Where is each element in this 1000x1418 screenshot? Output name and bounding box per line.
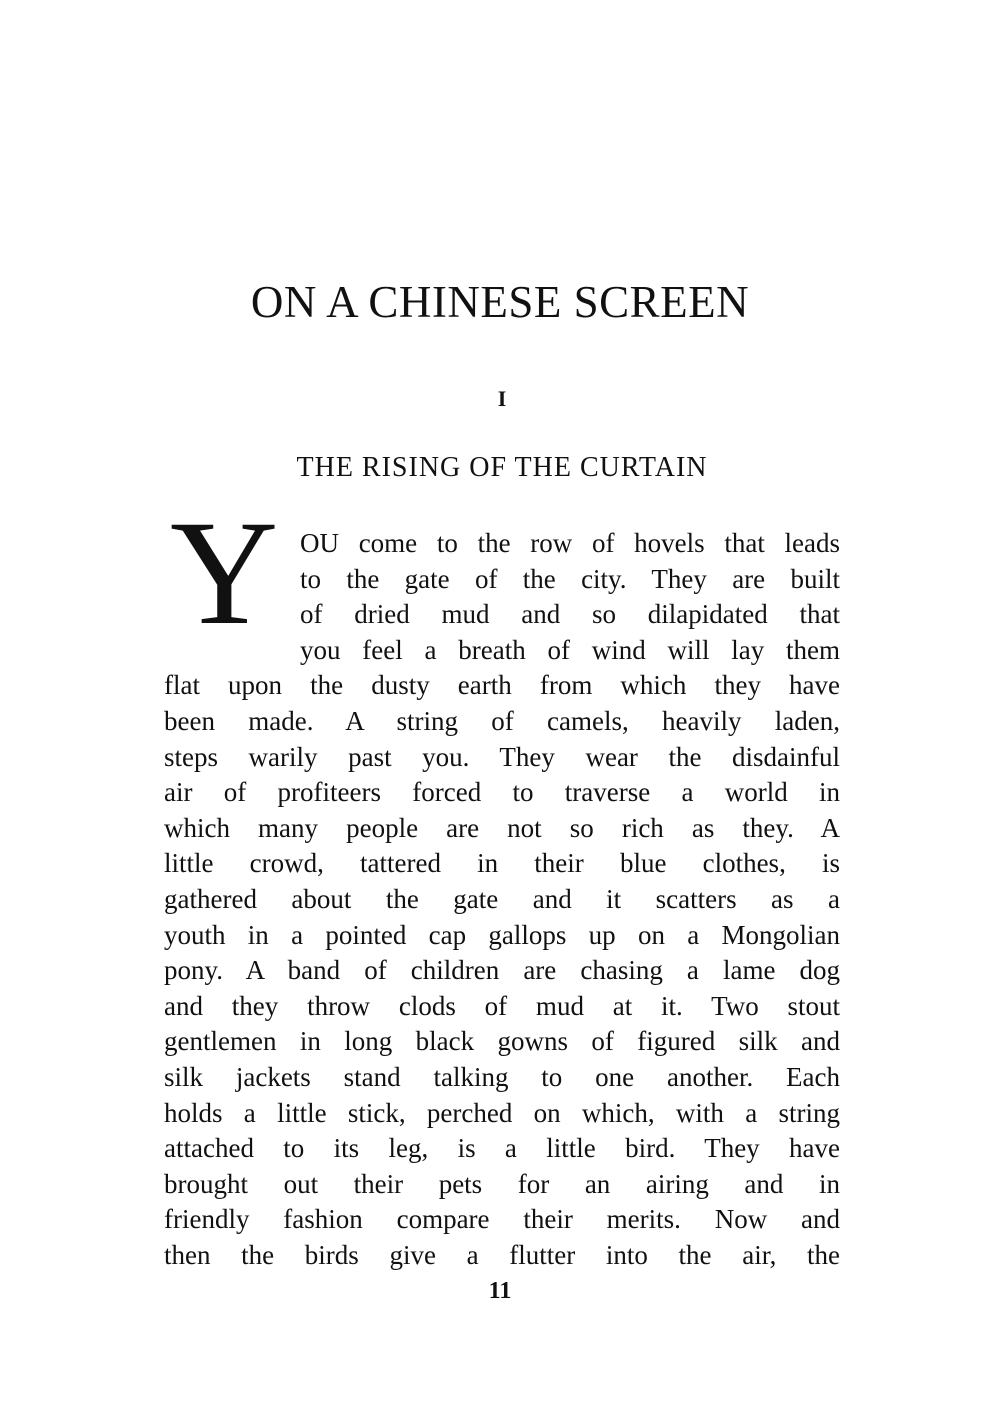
text-line: attached to its leg, is a little bird. They have — [164, 1133, 840, 1164]
text-line: you feel a breath of wind will lay them — [300, 634, 840, 665]
text-line: friendly fashion compare their merits. Now and — [164, 1204, 840, 1235]
text-line: air of profiteers forced to traverse a world in — [164, 777, 840, 808]
drop-cap: Y — [170, 490, 279, 656]
text-line: been made. A string of camels, heavily laden, — [164, 705, 840, 736]
text-line: then the birds give a flutter into the air, the — [164, 1239, 840, 1270]
book-title: ON A CHINESE SCREEN — [250, 277, 750, 327]
text-line: which many people are not so rich as they. A — [164, 812, 840, 843]
text-line: of dried mud and so dilapidated that — [300, 599, 840, 630]
chapter-number: I — [497, 386, 507, 411]
text-line: silk jackets stand talking to one another. Each — [164, 1061, 840, 1092]
page-number: 11 — [488, 1278, 512, 1304]
text-line: pony. A band of children are chasing a lame dog — [164, 955, 840, 986]
text-line: steps warily past you. They wear the disdainful — [164, 741, 840, 772]
text-line: youth in a pointed cap gallops up on a Mongolian — [164, 919, 840, 950]
text-line: flat upon the dusty earth from which they have — [164, 670, 840, 701]
text-line: gentlemen in long black gowns of figured silk and — [164, 1026, 840, 1057]
chapter-title: THE RISING OF THE CURTAIN — [296, 452, 708, 483]
text-line: and they throw clods of mud at it. Two stout — [164, 990, 840, 1021]
text-line: holds a little stick, perched on which, with a string — [164, 1097, 840, 1128]
text-line: to the gate of the city. They are built — [300, 563, 840, 594]
text-line: little crowd, tattered in their blue clothes, is — [164, 848, 840, 879]
text-line: OU come to the row of hovels that leads — [300, 528, 840, 558]
chapter-text — [164, 526, 840, 1273]
text-line: brought out their pets for an airing and in — [164, 1168, 840, 1199]
text-line: gathered about the gate and it scatters as a — [164, 883, 840, 914]
